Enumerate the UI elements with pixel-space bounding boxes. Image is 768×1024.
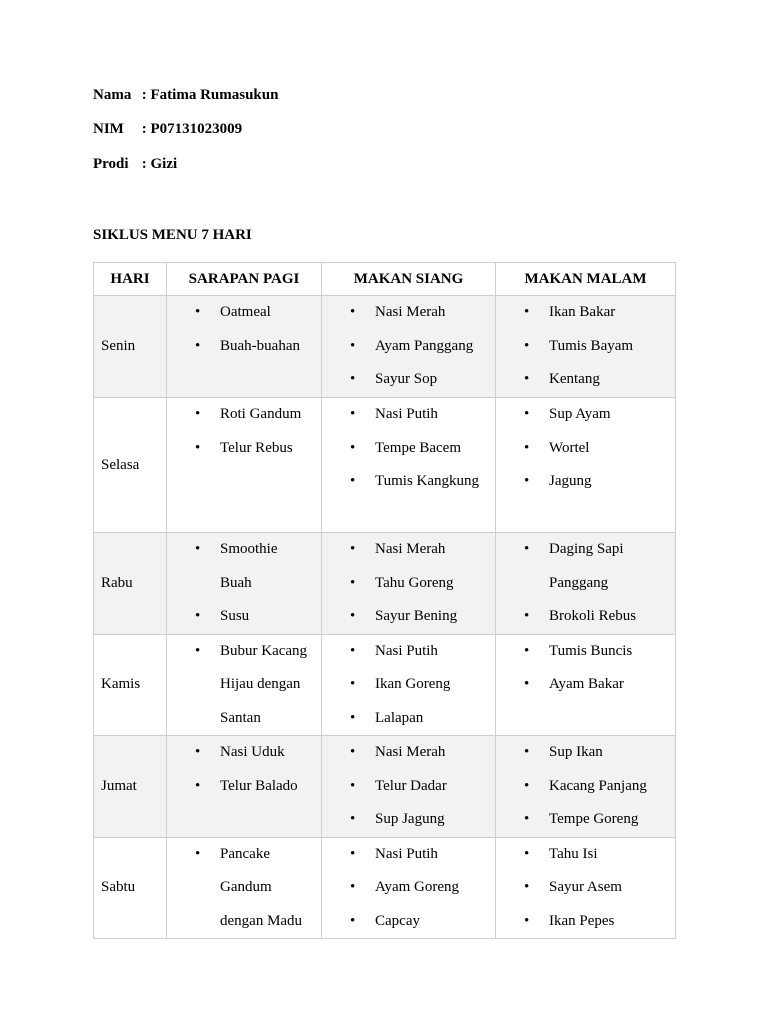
menu-item-text: • Lalapan [375, 709, 424, 726]
header-hari: HARI [94, 263, 167, 296]
malam-list [496, 398, 675, 499]
list-item [496, 363, 675, 397]
menu-item-text: • Nasi Uduk [220, 744, 285, 760]
list-item [322, 533, 495, 567]
sarapan-cell [167, 634, 322, 736]
menu-item-text: • Sayur Asem [549, 879, 622, 895]
list-item [322, 668, 495, 702]
day-cell: Kamis [94, 634, 167, 736]
siang-list [322, 736, 495, 837]
menu-item-text: • Ayam Bakar [549, 676, 624, 692]
header-malam: MAKAN MALAM [496, 263, 676, 296]
malam-cell [496, 634, 676, 736]
list-item [496, 398, 675, 432]
list-item [167, 398, 321, 432]
list-item [322, 905, 495, 939]
menu-item-text: • Tumis Buncis [549, 642, 633, 659]
list-item [167, 432, 321, 466]
menu-item-text: • Nasi Putih [375, 845, 438, 862]
malam-cell [496, 837, 676, 939]
sarapan-list [167, 635, 321, 736]
list-item [322, 398, 495, 432]
sarapan-cell [167, 398, 322, 533]
malam-list [496, 838, 675, 939]
menu-item-text: • Sup Ayam [549, 406, 611, 422]
sarapan-cell [167, 736, 322, 838]
sarapan-list [167, 838, 321, 939]
prodi-value: : Gizi [141, 156, 178, 172]
table-row [94, 736, 676, 838]
menu-item-text: • Daging Sapi [549, 541, 624, 557]
list-item [167, 533, 321, 600]
siang-cell [322, 296, 496, 398]
list-item [322, 432, 495, 466]
list-item [322, 600, 495, 634]
menu-item-text: • Wortel [549, 439, 590, 456]
malam-list [496, 533, 675, 634]
siang-cell [322, 736, 496, 838]
list-item [167, 330, 321, 364]
siang-list [322, 398, 495, 499]
menu-item-text: • Susu [220, 608, 250, 624]
menu-item-text: • Pancake [220, 845, 270, 862]
menu-item-text: • Sup Ikan [549, 744, 603, 760]
sarapan-list [167, 296, 321, 363]
siang-list [322, 838, 495, 939]
list-item [496, 736, 675, 770]
prodi-line [93, 156, 177, 173]
menu-item-text: • Ikan Bakar [549, 304, 616, 320]
list-item [322, 465, 495, 499]
menu-item-text: • Tahu Isi [549, 845, 598, 862]
list-item [496, 432, 675, 466]
sarapan-list [167, 533, 321, 634]
menu-item-text: • Ikan Goreng [375, 676, 451, 692]
list-item [496, 465, 675, 499]
list-item [322, 567, 495, 601]
menu-item-text: • Tumis Kangkung [375, 473, 480, 489]
menu-item-text: • Buah-buahan [220, 337, 300, 354]
menu-item-text: • Smoothie [220, 541, 278, 557]
siang-cell [322, 533, 496, 635]
list-item [322, 803, 495, 837]
table-row [94, 296, 676, 398]
menu-item-text: • Ayam Goreng [375, 879, 460, 895]
menu-item-text: • Capcay [375, 912, 420, 929]
list-item [167, 770, 321, 804]
list-item [322, 635, 495, 669]
menu-item-text: Panggang [549, 574, 609, 591]
list-item [167, 600, 321, 634]
menu-item-text: • Telur Dadar [375, 777, 447, 794]
list-item [496, 296, 675, 330]
menu-item-text: • Nasi Merah [375, 541, 446, 557]
list-item [322, 838, 495, 872]
sarapan-cell [167, 533, 322, 635]
siang-list [322, 296, 495, 397]
list-item [322, 736, 495, 770]
table-row [94, 398, 676, 533]
menu-item-text: • Jagung [549, 473, 592, 489]
day-cell: Selasa [94, 398, 167, 533]
list-item [322, 363, 495, 397]
malam-list [496, 736, 675, 837]
day-cell: Jumat [94, 736, 167, 838]
table-row [94, 533, 676, 635]
list-item [322, 871, 495, 905]
menu-title: SIKLUS MENU 7 HARI [93, 227, 252, 243]
menu-item-text: • Nasi Merah [375, 304, 446, 320]
table-row [94, 634, 676, 736]
list-item [167, 296, 321, 330]
menu-item-text: • Kacang Panjang [549, 777, 647, 794]
header-row [94, 263, 676, 296]
menu-item-text: • Nasi Putih [375, 642, 438, 659]
siang-list [322, 533, 495, 634]
siang-cell [322, 837, 496, 939]
sarapan-cell [167, 296, 322, 398]
nim-value: : P07131023009 [141, 121, 243, 137]
menu-item-text: • Sup Jagung [375, 811, 445, 827]
nama-label: Nama [93, 87, 132, 103]
menu-item-text: • Telur Rebus [220, 439, 293, 456]
malam-cell [496, 736, 676, 838]
list-item [496, 330, 675, 364]
list-item [496, 838, 675, 872]
list-item [167, 736, 321, 770]
day-cell: Sabtu [94, 837, 167, 939]
list-item [496, 770, 675, 804]
list-item [322, 770, 495, 804]
list-item [322, 296, 495, 330]
menu-item-text: Hijau dengan [220, 676, 301, 692]
menu-item-text: • Tempe Bacem [375, 439, 461, 456]
malam-cell [496, 398, 676, 533]
sarapan-list [167, 736, 321, 803]
menu-table [93, 262, 676, 939]
malam-list [496, 296, 675, 397]
menu-item-text: • Oatmeal [220, 304, 271, 320]
list-item [322, 702, 495, 736]
list-item [496, 635, 675, 669]
list-item [496, 668, 675, 702]
menu-item-text: Gandum [220, 879, 272, 895]
prodi-label: Prodi [93, 156, 129, 172]
list-item [496, 871, 675, 905]
malam-cell [496, 296, 676, 398]
list-item [167, 635, 321, 736]
list-item [496, 600, 675, 634]
day-cell: Rabu [94, 533, 167, 635]
siang-cell [322, 398, 496, 533]
menu-item-text: Buah [220, 574, 252, 591]
menu-item-text: • Brokoli Rebus [549, 608, 637, 624]
header-siang: MAKAN SIANG [322, 263, 496, 296]
sarapan-list [167, 398, 321, 465]
menu-item-text: • Tumis Bayam [549, 337, 634, 354]
nim-line [93, 121, 242, 138]
header-sarapan: SARAPAN PAGI [167, 263, 322, 296]
nama-line [93, 87, 278, 104]
menu-item-text: • Sayur Bening [375, 608, 458, 624]
menu-item-text: dengan Madu [220, 912, 303, 929]
malam-cell [496, 533, 676, 635]
list-item [496, 803, 675, 837]
siang-cell [322, 634, 496, 736]
menu-item-text: • Bubur Kacang [220, 642, 308, 659]
malam-list [496, 635, 675, 702]
menu-item-text: • Roti Gandum [220, 406, 302, 422]
nim-label: NIM [93, 121, 124, 137]
menu-item-text: • Nasi Putih [375, 406, 438, 422]
menu-item-text: • Tempe Goreng [549, 811, 639, 827]
menu-item-text: • Tahu Goreng [375, 574, 454, 591]
nama-value: : Fatima Rumasukun [141, 87, 279, 103]
sarapan-cell [167, 837, 322, 939]
list-item [496, 533, 675, 600]
menu-item-text: • Nasi Merah [375, 744, 446, 760]
menu-item-text: • Sayur Sop [375, 371, 438, 387]
menu-item-text: • Telur Balado [220, 777, 298, 794]
table-row [94, 837, 676, 939]
day-cell: Senin [94, 296, 167, 398]
list-item [167, 838, 321, 939]
menu-item-text: • Ikan Pepes [549, 912, 615, 929]
menu-item-text: • Ayam Panggang [375, 337, 474, 354]
menu-item-text: Santan [220, 709, 261, 726]
list-item [322, 330, 495, 364]
siang-list [322, 635, 495, 736]
menu-item-text: • Kentang [549, 371, 600, 387]
list-item [496, 905, 675, 939]
